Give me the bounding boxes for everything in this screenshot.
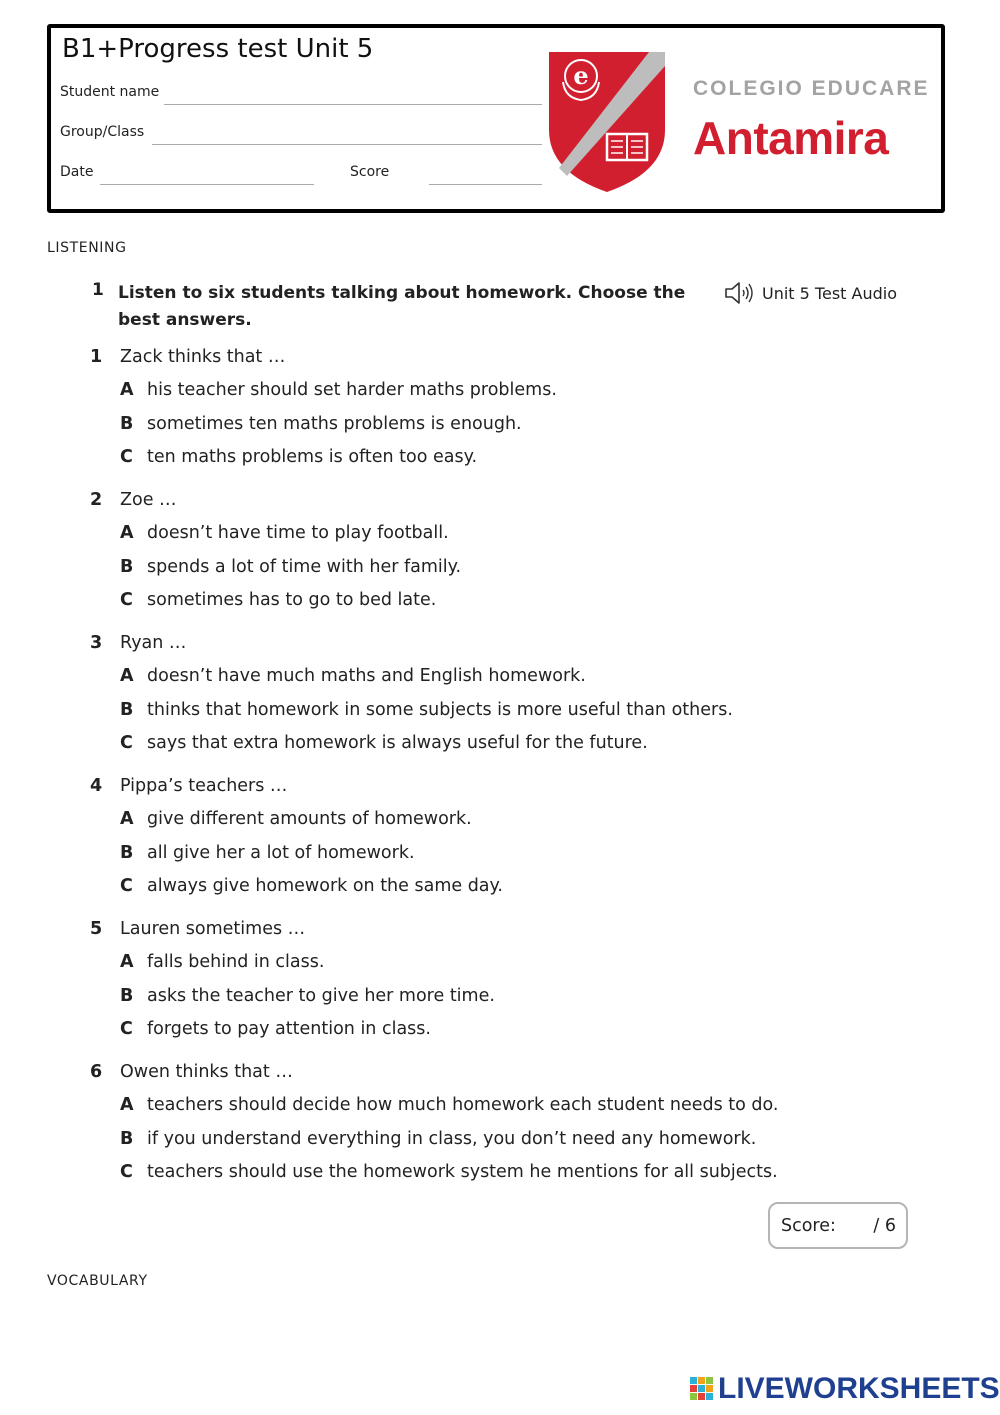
option-letter: A	[120, 809, 134, 829]
option-letter: A	[120, 666, 134, 686]
option-b[interactable]	[120, 557, 461, 577]
option-letter: B	[120, 700, 134, 720]
option-text: teachers should use the homework system he mentions for all subjects.	[147, 1162, 778, 1182]
liveworksheets-logo	[690, 1372, 1000, 1406]
question-number: 4	[90, 776, 103, 796]
option-text: falls behind in class.	[147, 952, 325, 972]
option-text: asks the teacher to give her more time.	[147, 986, 495, 1006]
question-stem: Zack thinks that …	[120, 347, 286, 367]
section-listening: LISTENING	[47, 240, 127, 256]
group-class-field[interactable]	[152, 144, 542, 145]
question-stem: Lauren sometimes …	[120, 919, 306, 939]
question-number: 1	[90, 347, 103, 367]
option-letter: C	[120, 1162, 133, 1182]
speaker-icon[interactable]	[724, 280, 754, 306]
option-letter: B	[120, 986, 134, 1006]
option-letter: A	[120, 952, 134, 972]
date-label: Date	[60, 164, 94, 180]
option-a[interactable]	[120, 666, 586, 686]
option-text: his teacher should set harder maths problems.	[147, 380, 557, 400]
option-letter: B	[120, 557, 134, 577]
liveworksheets-text: LIVEWORKSHEETS	[718, 1372, 1000, 1405]
option-c[interactable]	[120, 733, 648, 753]
question-number: 2	[90, 490, 103, 510]
school-crest-logo	[545, 48, 669, 198]
option-letter: C	[120, 733, 133, 753]
exercise-instruction: Listen to six students talking about homework. Choose the best answers.	[118, 283, 686, 330]
option-text: ten maths problems is often too easy.	[147, 447, 478, 467]
exercise-number: 1	[92, 280, 104, 300]
option-text: forgets to pay attention in class.	[147, 1019, 431, 1039]
option-b[interactable]	[120, 700, 733, 720]
score-box	[768, 1202, 908, 1249]
date-field[interactable]	[100, 184, 314, 185]
option-text: give different amounts of homework.	[147, 809, 472, 829]
option-c[interactable]	[120, 876, 503, 896]
option-letter: C	[120, 1019, 133, 1039]
option-text: doesn’t have much maths and English homework.	[147, 666, 586, 686]
option-a[interactable]	[120, 380, 557, 400]
option-letter: C	[120, 447, 133, 467]
school-name: Antamira	[693, 112, 889, 164]
option-a[interactable]	[120, 952, 324, 972]
liveworksheets-grid-icon	[690, 1377, 714, 1401]
question-number: 5	[90, 919, 103, 939]
option-a[interactable]	[120, 523, 449, 543]
option-text: sometimes has to go to bed late.	[147, 590, 437, 610]
option-a[interactable]	[120, 809, 472, 829]
option-c[interactable]	[120, 1019, 431, 1039]
option-b[interactable]	[120, 414, 522, 434]
option-letter: A	[120, 1095, 134, 1115]
option-letter: C	[120, 590, 133, 610]
option-c[interactable]	[120, 447, 477, 467]
question-stem: Owen thinks that …	[120, 1062, 293, 1082]
option-text: doesn’t have time to play football.	[147, 523, 449, 543]
audio-player[interactable]	[724, 280, 897, 306]
option-text: if you understand everything in class, you don’t need any homework.	[147, 1129, 757, 1149]
score-box-label: Score:	[781, 1215, 836, 1236]
audio-label: Unit 5 Test Audio	[762, 283, 897, 303]
header-box	[47, 24, 945, 213]
score-box-total: / 6	[873, 1215, 896, 1236]
school-subtitle: COLEGIO EDUCARE	[693, 77, 930, 100]
option-text: teachers should decide how much homework each student needs to do.	[147, 1095, 779, 1115]
option-letter: B	[120, 414, 134, 434]
option-b[interactable]	[120, 986, 495, 1006]
score-label: Score	[350, 164, 390, 180]
question-number: 6	[90, 1062, 103, 1082]
question-stem: Pippa’s teachers …	[120, 776, 288, 796]
question-number: 3	[90, 633, 103, 653]
option-letter: B	[120, 1129, 134, 1149]
option-text: sometimes ten maths problems is enough.	[147, 414, 522, 434]
student-name-label: Student name	[60, 84, 160, 100]
group-class-label: Group/Class	[60, 124, 145, 140]
page-title: B1+Progress test Unit 5	[62, 34, 374, 64]
question-stem: Zoe …	[120, 490, 177, 510]
option-letter: A	[120, 523, 134, 543]
score-field[interactable]	[429, 184, 542, 185]
option-text: always give homework on the same day.	[147, 876, 503, 896]
option-letter: A	[120, 380, 134, 400]
option-text: all give her a lot of homework.	[147, 843, 415, 863]
option-c[interactable]	[120, 590, 436, 610]
option-a[interactable]	[120, 1095, 779, 1115]
option-letter: C	[120, 876, 133, 896]
option-c[interactable]	[120, 1162, 778, 1182]
section-vocabulary: VOCABULARY	[47, 1273, 148, 1289]
option-b[interactable]	[120, 1129, 756, 1149]
option-text: says that extra homework is always useful for the future.	[147, 733, 648, 753]
option-b[interactable]	[120, 843, 415, 863]
svg-text:e: e	[573, 61, 589, 90]
option-text: spends a lot of time with her family.	[147, 557, 462, 577]
question-stem: Ryan …	[120, 633, 187, 653]
option-letter: B	[120, 843, 134, 863]
student-name-field[interactable]	[164, 104, 542, 105]
option-text: thinks that homework in some subjects is more useful than others.	[147, 700, 733, 720]
